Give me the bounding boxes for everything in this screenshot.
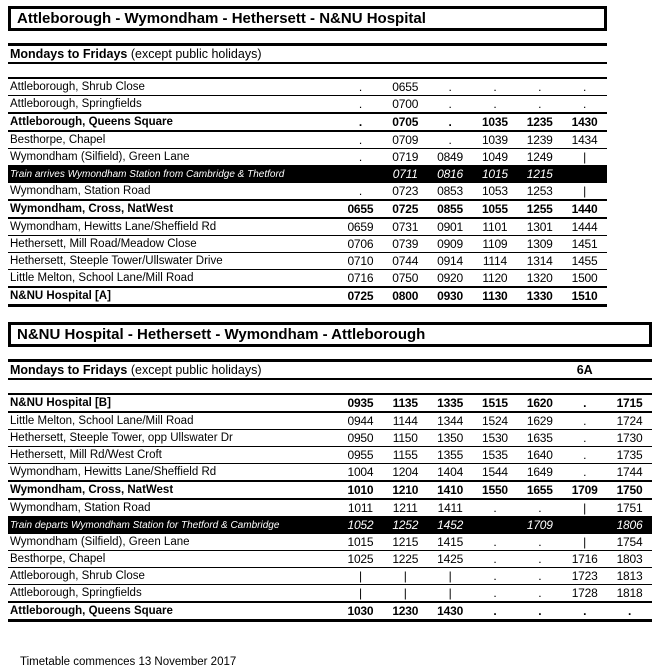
time-cell: 1716 — [562, 551, 607, 568]
time-cell: 0816 — [428, 166, 473, 183]
time-cell: 1410 — [428, 481, 473, 499]
time-cell: . — [517, 602, 562, 621]
time-cell: . — [473, 534, 518, 551]
stop-row — [8, 253, 607, 270]
time-cell: 1253 — [517, 183, 562, 201]
stop-row — [8, 481, 652, 499]
stop-name-cell: Wymondham, Hewitts Lane/Sheffield Rd — [8, 218, 338, 236]
time-cell: 0853 — [428, 183, 473, 201]
stop-row — [8, 96, 607, 114]
time-cell: . — [428, 78, 473, 96]
time-cell: 1330 — [517, 287, 562, 306]
time-cell: 1101 — [472, 218, 517, 236]
time-cell: 1415 — [428, 534, 473, 551]
stop-row — [8, 568, 652, 585]
time-cell: 1723 — [562, 568, 607, 585]
time-cell: | — [562, 499, 607, 517]
time-cell: 1735 — [607, 447, 652, 464]
time-cell: 1751 — [607, 499, 652, 517]
stop-row — [8, 149, 607, 166]
time-cell: . — [562, 96, 607, 114]
timetable-outbound — [8, 77, 607, 307]
stop-row — [8, 499, 652, 517]
time-cell: 1724 — [607, 412, 652, 430]
time-cell: 1025 — [338, 551, 383, 568]
time-cell: 1120 — [472, 270, 517, 288]
time-cell: . — [338, 183, 383, 201]
time-cell: 1524 — [473, 412, 518, 430]
time-cell: . — [517, 499, 562, 517]
time-cell: 1728 — [562, 585, 607, 603]
stop-name-cell: Wymondham, Cross, NatWest — [8, 200, 338, 218]
time-cell: 1620 — [517, 394, 562, 412]
time-cell: 0659 — [338, 218, 383, 236]
stop-name-cell: Attleborough, Queens Square — [8, 113, 338, 131]
time-cell: 1655 — [517, 481, 562, 499]
time-cell: 0800 — [383, 287, 428, 306]
stop-name-cell: Besthorpe, Chapel — [8, 131, 338, 149]
stop-name-cell: Wymondham, Station Road — [8, 499, 338, 517]
stop-row — [8, 534, 652, 551]
time-cell — [473, 517, 518, 534]
time-cell: 1813 — [607, 568, 652, 585]
time-cell: . — [607, 602, 652, 621]
time-cell: . — [562, 447, 607, 464]
time-cell: 0725 — [338, 287, 383, 306]
stop-row — [8, 551, 652, 568]
time-cell: 1211 — [383, 499, 428, 517]
time-cell: . — [473, 602, 518, 621]
stop-name-cell: Little Melton, School Lane/Mill Road — [8, 412, 338, 430]
stop-name-cell: Little Melton, School Lane/Mill Road — [8, 270, 338, 288]
train-connection-row — [8, 517, 652, 534]
stop-name-cell: Attleborough, Springfields — [8, 585, 338, 603]
time-cell: | — [562, 534, 607, 551]
time-cell: 1150 — [383, 430, 428, 447]
stop-row — [8, 131, 607, 149]
stop-name-cell: Wymondham (Silfield), Green Lane — [8, 534, 338, 551]
section-return — [8, 322, 652, 622]
time-cell: 1035 — [472, 113, 517, 131]
time-cell: 0944 — [338, 412, 383, 430]
time-cell: 1215 — [517, 166, 562, 183]
time-cell: 0723 — [383, 183, 428, 201]
time-cell: 1425 — [428, 551, 473, 568]
time-cell: 1535 — [473, 447, 518, 464]
time-cell: 1440 — [562, 200, 607, 218]
time-cell: 1404 — [428, 464, 473, 482]
time-cell: 1030 — [338, 602, 383, 621]
time-cell: 1350 — [428, 430, 473, 447]
time-cell: 1806 — [607, 517, 652, 534]
time-cell: 0909 — [428, 236, 473, 253]
time-cell: 1210 — [383, 481, 428, 499]
time-cell: 1039 — [472, 131, 517, 149]
stop-name-cell: Wymondham, Cross, NatWest — [8, 481, 338, 499]
time-cell: 1314 — [517, 253, 562, 270]
time-cell: . — [473, 499, 518, 517]
footer-note: Timetable commences 13 November 2017 — [20, 656, 237, 668]
time-cell: 0716 — [338, 270, 383, 288]
time-cell: 1344 — [428, 412, 473, 430]
time-cell: 1510 — [562, 287, 607, 306]
time-cell: 0705 — [383, 113, 428, 131]
stop-name-cell: N&NU Hospital [A] — [8, 287, 338, 306]
service-days-note: (except public holidays) — [127, 363, 262, 377]
time-cell: 1434 — [562, 131, 607, 149]
time-cell: 0920 — [428, 270, 473, 288]
time-cell: 0750 — [383, 270, 428, 288]
time-cell: 1455 — [562, 253, 607, 270]
time-cell: 1355 — [428, 447, 473, 464]
time-cell: . — [472, 78, 517, 96]
time-cell: 1452 — [428, 517, 473, 534]
time-cell: 0855 — [428, 200, 473, 218]
time-cell: | — [562, 149, 607, 166]
stop-name-cell: Wymondham, Hewitts Lane/Sheffield Rd — [8, 464, 338, 482]
stop-name-cell: Attleborough, Shrub Close — [8, 568, 338, 585]
stop-name-cell: Hethersett, Steeple Tower, opp Ullswater Dr — [8, 430, 338, 447]
time-cell: 0935 — [338, 394, 383, 412]
time-cell: 1320 — [517, 270, 562, 288]
time-cell: 0901 — [428, 218, 473, 236]
time-cell: 0700 — [383, 96, 428, 114]
time-cell: 1249 — [517, 149, 562, 166]
time-cell: 1011 — [338, 499, 383, 517]
time-cell: 0914 — [428, 253, 473, 270]
time-cell: 1004 — [338, 464, 383, 482]
stop-row — [8, 270, 607, 288]
service-days-note: (except public holidays) — [127, 47, 262, 61]
time-cell: 1635 — [517, 430, 562, 447]
time-cell: . — [517, 96, 562, 114]
time-cell: | — [383, 585, 428, 603]
section-outbound — [8, 6, 607, 307]
time-cell: . — [517, 78, 562, 96]
time-cell: 1053 — [472, 183, 517, 201]
service-days-label: Mondays to Fridays — [10, 363, 128, 377]
time-cell: . — [517, 551, 562, 568]
stop-row — [8, 236, 607, 253]
stop-name-cell: Attleborough, Springfields — [8, 96, 338, 114]
time-cell: 1640 — [517, 447, 562, 464]
stop-row — [8, 602, 652, 621]
time-cell: | — [338, 568, 383, 585]
time-cell: . — [562, 464, 607, 482]
time-cell: . — [473, 585, 518, 603]
time-cell: 1715 — [607, 394, 652, 412]
time-cell: 1754 — [607, 534, 652, 551]
time-cell: 0849 — [428, 149, 473, 166]
time-cell: 1444 — [562, 218, 607, 236]
time-cell: 0719 — [383, 149, 428, 166]
stop-row — [8, 585, 652, 603]
time-cell: . — [562, 394, 607, 412]
time-cell: | — [383, 568, 428, 585]
time-cell: 1225 — [383, 551, 428, 568]
time-cell: . — [562, 78, 607, 96]
time-cell: 1515 — [473, 394, 518, 412]
time-cell: 1709 — [517, 517, 562, 534]
route-title: Attleborough - Wymondham - Hethersett - N&NU Hospital — [8, 6, 607, 31]
time-cell: 0655 — [338, 200, 383, 218]
stop-row — [8, 113, 607, 131]
time-cell: 1204 — [383, 464, 428, 482]
time-cell: 1744 — [607, 464, 652, 482]
service-days-band — [8, 43, 607, 64]
time-cell: 0955 — [338, 447, 383, 464]
service-days-label: Mondays to Fridays — [10, 47, 128, 61]
time-cell: 1239 — [517, 131, 562, 149]
time-cell: 1109 — [472, 236, 517, 253]
time-cell: 0744 — [383, 253, 428, 270]
stop-name-cell: Attleborough, Queens Square — [8, 602, 338, 621]
time-cell: 1114 — [472, 253, 517, 270]
stop-row — [8, 218, 607, 236]
stop-name-cell: N&NU Hospital [B] — [8, 394, 338, 412]
time-cell: 0706 — [338, 236, 383, 253]
time-cell: 1055 — [472, 200, 517, 218]
train-connection-row — [8, 166, 607, 183]
time-cell: 1411 — [428, 499, 473, 517]
route-title: N&NU Hospital - Hethersett - Wymondham - Attleborough — [8, 322, 652, 347]
time-cell: 1430 — [562, 113, 607, 131]
time-cell: 0655 — [383, 78, 428, 96]
time-cell: 0711 — [383, 166, 428, 183]
time-cell: 1155 — [383, 447, 428, 464]
time-cell: . — [517, 534, 562, 551]
time-cell: . — [517, 568, 562, 585]
time-cell: | — [428, 585, 473, 603]
stop-name-cell: Besthorpe, Chapel — [8, 551, 338, 568]
stop-row — [8, 447, 652, 464]
time-cell: 1309 — [517, 236, 562, 253]
time-cell: 1049 — [472, 149, 517, 166]
stop-name-cell: Hethersett, Steeple Tower/Ullswater Drive — [8, 253, 338, 270]
time-cell: . — [562, 602, 607, 621]
time-cell: . — [338, 131, 383, 149]
time-cell: 0950 — [338, 430, 383, 447]
train-connection-label: Train arrives Wymondham Station from Cambridge & Thetford — [8, 166, 338, 183]
time-cell: 1301 — [517, 218, 562, 236]
time-cell: 1215 — [383, 534, 428, 551]
stop-name-cell: Wymondham (Silfield), Green Lane — [8, 149, 338, 166]
time-cell: | — [428, 568, 473, 585]
stop-name-cell: Attleborough, Shrub Close — [8, 78, 338, 96]
train-connection-label: Train departs Wymondham Station for Thetford & Cambridge — [8, 517, 338, 534]
time-cell — [562, 517, 607, 534]
time-cell: 0725 — [383, 200, 428, 218]
time-cell: 0930 — [428, 287, 473, 306]
time-cell: 1500 — [562, 270, 607, 288]
route-badge: 6A — [576, 363, 593, 377]
time-cell: 1135 — [383, 394, 428, 412]
time-cell: . — [428, 96, 473, 114]
time-cell: 1130 — [472, 287, 517, 306]
time-cell: 1544 — [473, 464, 518, 482]
time-cell: . — [428, 113, 473, 131]
time-cell: . — [472, 96, 517, 114]
stop-row — [8, 394, 652, 412]
time-cell: 1015 — [472, 166, 517, 183]
stop-row — [8, 78, 607, 96]
time-cell: 1803 — [607, 551, 652, 568]
time-cell: . — [338, 96, 383, 114]
time-cell: . — [562, 430, 607, 447]
time-cell: . — [473, 568, 518, 585]
time-cell: 1252 — [383, 517, 428, 534]
time-cell: 1335 — [428, 394, 473, 412]
time-cell: . — [562, 412, 607, 430]
time-cell: 0710 — [338, 253, 383, 270]
time-cell: 1750 — [607, 481, 652, 499]
time-cell: 1144 — [383, 412, 428, 430]
time-cell: . — [338, 78, 383, 96]
time-cell: 1052 — [338, 517, 383, 534]
stop-row — [8, 430, 652, 447]
time-cell: | — [338, 585, 383, 603]
stop-row — [8, 183, 607, 201]
time-cell: 1530 — [473, 430, 518, 447]
stop-row — [8, 287, 607, 306]
stop-row — [8, 412, 652, 430]
time-cell: 1709 — [562, 481, 607, 499]
service-days-band — [8, 359, 652, 380]
time-cell: 1649 — [517, 464, 562, 482]
timetable-return — [8, 393, 652, 622]
time-cell: 0709 — [383, 131, 428, 149]
time-cell — [562, 166, 607, 183]
time-cell: 1818 — [607, 585, 652, 603]
time-cell: . — [428, 131, 473, 149]
time-cell: | — [562, 183, 607, 201]
time-cell: 1430 — [428, 602, 473, 621]
time-cell: . — [473, 551, 518, 568]
time-cell: 1730 — [607, 430, 652, 447]
time-cell: 0731 — [383, 218, 428, 236]
time-cell: 1010 — [338, 481, 383, 499]
time-cell: 1255 — [517, 200, 562, 218]
time-cell — [338, 166, 383, 183]
time-cell: 1230 — [383, 602, 428, 621]
time-cell: . — [338, 113, 383, 131]
time-cell: 1015 — [338, 534, 383, 551]
time-cell: 1451 — [562, 236, 607, 253]
stop-row — [8, 464, 652, 482]
time-cell: . — [517, 585, 562, 603]
time-cell: . — [338, 149, 383, 166]
stop-name-cell: Wymondham, Station Road — [8, 183, 338, 201]
stop-row — [8, 200, 607, 218]
time-cell: 1235 — [517, 113, 562, 131]
stop-name-cell: Hethersett, Mill Rd/West Croft — [8, 447, 338, 464]
time-cell: 1629 — [517, 412, 562, 430]
stop-name-cell: Hethersett, Mill Road/Meadow Close — [8, 236, 338, 253]
time-cell: 1550 — [473, 481, 518, 499]
time-cell: 0739 — [383, 236, 428, 253]
